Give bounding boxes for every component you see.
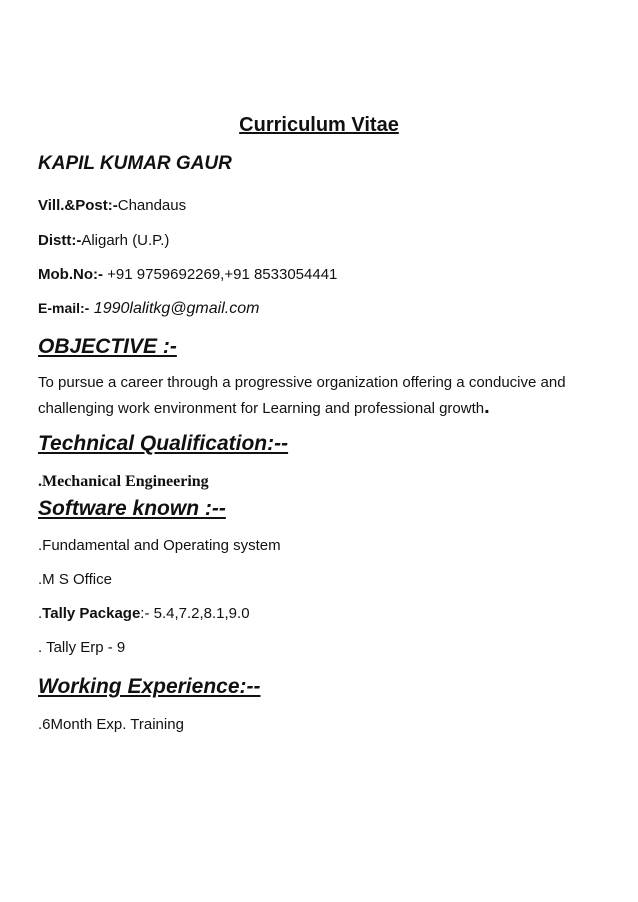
software-item-tally-package [38,605,250,623]
objective-end-mark: . [484,396,490,418]
experience-heading: Working Experience:-- [38,675,261,698]
document-title: Curriculum Vitae [239,114,399,136]
candidate-name: KAPIL KUMAR GAUR [38,153,232,174]
email-label: E-mail:- [38,300,90,316]
village-line [38,197,186,215]
tally-prefix: . [38,605,43,622]
mobile-value: +91 9759692269,+91 8533054441 [102,266,338,283]
district-line [38,232,169,250]
experience-item: .6Month Exp. Training [38,716,184,733]
district-label: Distt:- [38,232,82,249]
software-heading: Software known :-- [38,497,226,520]
tally-package-versions: :- 5.4,7.2,8.1,9.0 [140,605,250,622]
district-value: Aligarh (U.P.) [81,232,170,249]
objective-body: To pursue a career through a progressive organization offering a conducive and challenging work environment for Learning and professional growth [38,374,566,417]
village-value: Chandaus [117,197,187,214]
mobile-label: Mob.No:- [38,266,103,283]
technical-item: .Mechanical Engineering [38,473,209,490]
objective-text [38,371,608,421]
objective-heading: OBJECTIVE :- [38,335,177,358]
software-item-tally-erp: . Tally Erp - 9 [38,639,126,656]
tally-package-label: Tally Package [42,605,141,622]
technical-heading: Technical Qualification:-- [38,432,289,455]
village-label: Vill.&Post:- [38,197,118,214]
email-value: 1990lalitkg@gmail.com [89,300,260,317]
software-item-ms-office: .M S Office [38,571,112,588]
email-line [38,299,259,318]
software-item-fundamental: .Fundamental and Operating system [38,537,281,554]
mobile-line [38,266,337,284]
